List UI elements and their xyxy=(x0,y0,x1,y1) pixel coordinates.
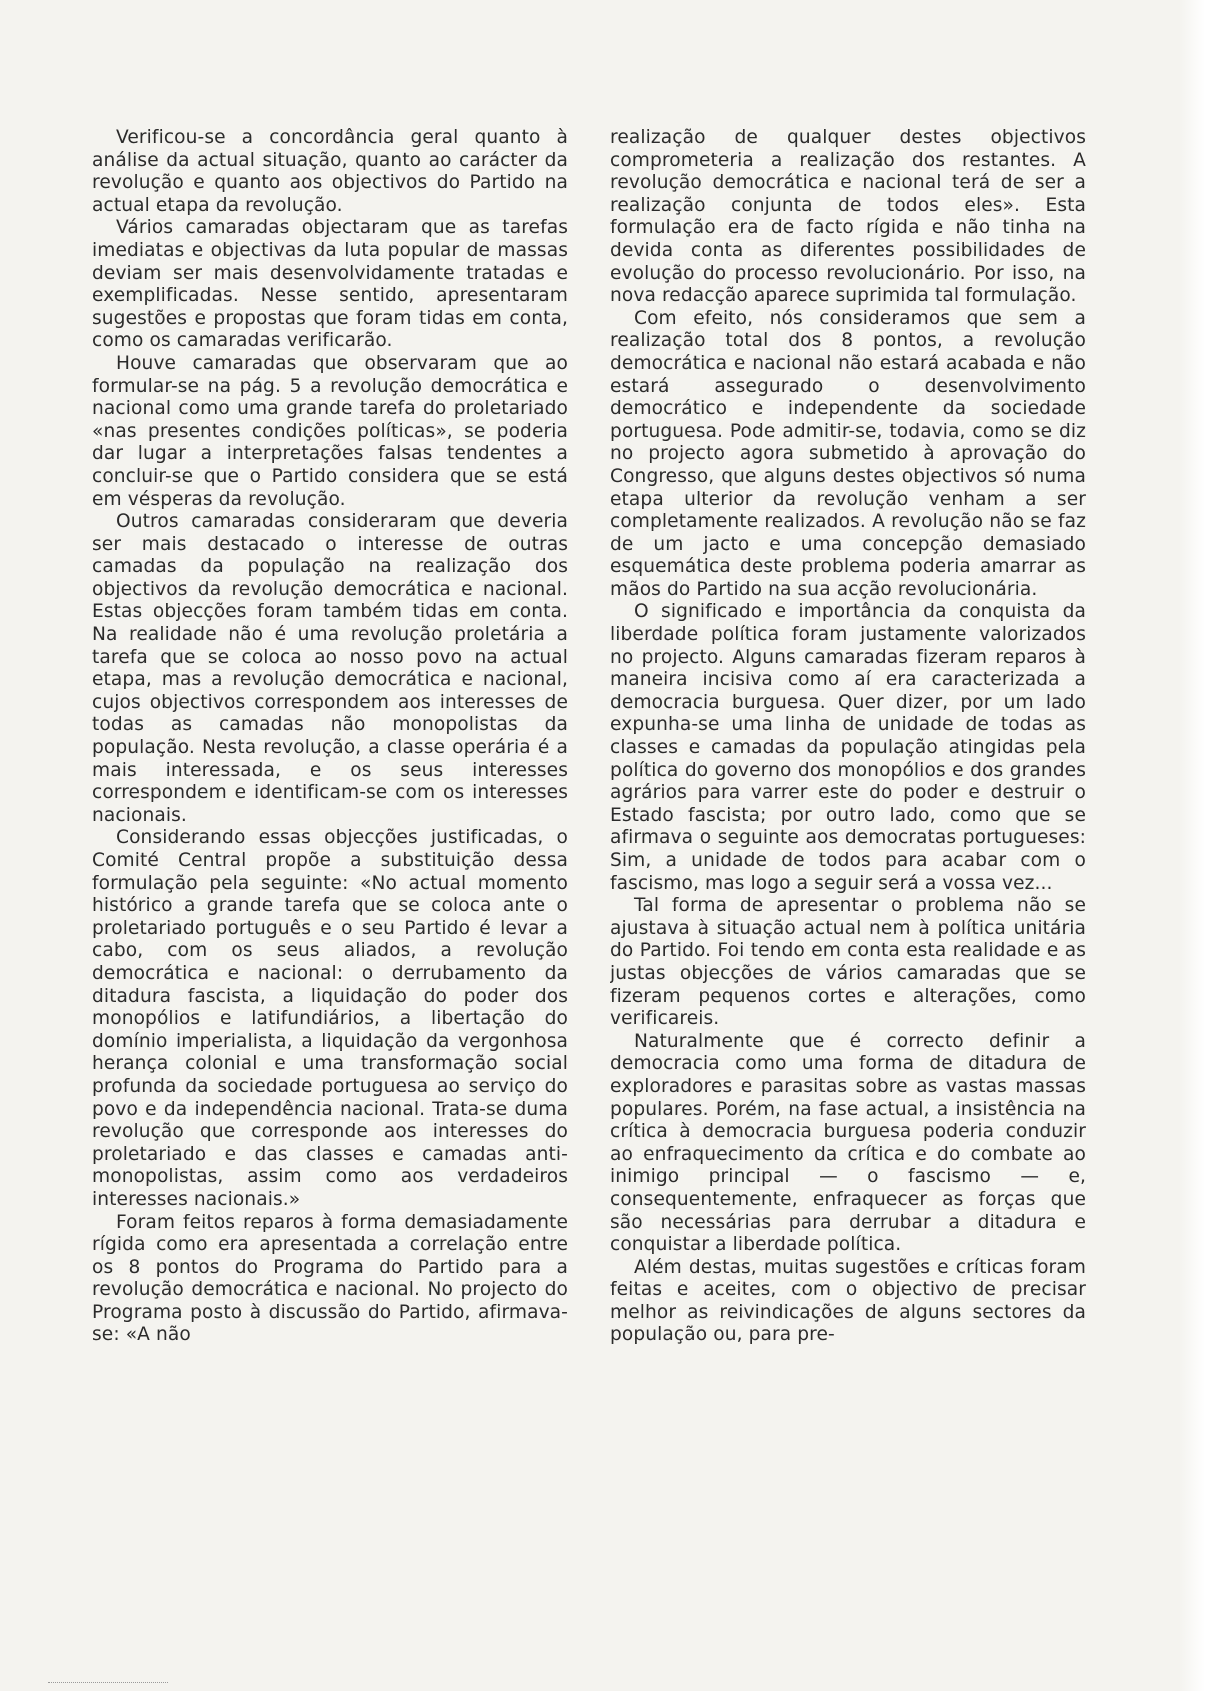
paragraph: realização de qualquer destes objectivos comprometeria a realização dos restantes. A revolução democrática e nacional terá de ser a realização conjunta de todos eles». Esta formulação era de facto rígida e não tinha na devida conta as diferentes possibilidades de evolução do processo revolucionário. Por isso, na nova redacção aparece suprimida tal formulação. xyxy=(610,127,1086,307)
paragraph: Verificou-se a concordância geral quanto à análise da actual situação, quanto ao carácter da revolução e quanto aos objectivos do Partido na actual etapa da revolução. xyxy=(92,127,568,216)
paragraph: Foram feitos reparos à forma demasiadamente rígida como era apresentada a correlação entre os 8 pontos do Programa do Partido para a revolução democrática e nacional. No projecto do Programa posto à discussão do Partido, afirmava-se: «A não xyxy=(92,1211,568,1346)
paragraph: Vários camaradas objectaram que as tarefas imediatas e objectivas da luta popular de massas deviam ser mais desenvolvidamente tratadas e exemplificadas. Nesse sentido, apresentaram sugestões e propostas que foram tidas em conta, como os camaradas verificarão. xyxy=(92,217,568,352)
right-text-column xyxy=(610,127,1086,1597)
paragraph: Outros camaradas consideraram que deveria ser mais destacado o interesse de outras camadas da população na realização dos objectivos da revolução democrática e nacional. Estas objecções foram também tidas em conta. Na realidade não é uma revolução proletária a tarefa que se coloca ao nosso povo na actual etapa, mas a revolução democrática e nacional, cujos objectivos correspondem aos interesses de todas as camadas não monopolistas da população. Nesta revolução, a classe operária é a mais interessada, e os seus interesses correspondem e identificam-se com os interesses nacionais. xyxy=(92,511,568,826)
paragraph: Além destas, muitas sugestões e críticas foram feitas e aceites, com o objectivo de precisar melhor as reivindicações de alguns sectores da população ou, para pre- xyxy=(610,1256,1086,1346)
paragraph: Houve camaradas que observaram que ao formular-se na pág. 5 a revolução democrática e nacional como uma grande tarefa do proletariado «nas presentes condições políticas», se poderia dar lugar a interpretações falsas tendentes a concluir-se que o Partido considera que se está em vésperas da revolução. xyxy=(92,352,568,510)
paragraph: O significado e importância da conquista da liberdade política foram justamente valorizados no projecto. Alguns camaradas fizeram reparos à maneira incisiva como aí era caracterizada a democracia burguesa. Quer dizer, por um lado expunha-se uma linha de unidade de todas as classes e camadas da população atingidas pela política do governo dos monopólios e dos grandes agrários para varrer este do poder e destruir o Estado fascista; por outro lado, como que se afirmava o seguinte aos democratas portugueses: Sim, a unidade de todos para acabar com o fascismo, mas logo a seguir será a vossa vez... xyxy=(610,601,1086,894)
paragraph: Com efeito, nós consideramos que sem a realização total dos 8 pontos, a revolução democrática e nacional não estará acabada e não estará assegurado o desenvolvimento democrático e independente da sociedade portuguesa. Pode admitir-se, todavia, como se diz no projecto agora submetido à aprovação do Congresso, que alguns destes objectivos só numa etapa ulterior da revolução venham a ser completamente realizados. A revolução não se faz de um jacto e uma concepção demasiado esquemática deste problema poderia amarrar as mãos do Partido na sua acção revolucionária. xyxy=(610,307,1086,600)
paragraph: Naturalmente que é correcto definir a democracia como uma forma de ditadura de exploradores e parasitas sobre as vastas massas populares. Porém, na fase actual, a insistência na crítica à democracia burguesa poderia conduzir ao enfraquecimento da crítica e do combate ao inimigo principal — o fascismo — e, consequentemente, enfraquecer as forças que são necessárias para derrubar a ditadura e conquistar a liberdade política. xyxy=(610,1030,1086,1256)
paper-edge xyxy=(1179,0,1205,1691)
paragraph: Considerando essas objecções justificadas, o Comité Central propõe a substituição dessa formulação pela seguinte: «No actual momento histórico a grande tarefa que se coloca ante o proletariado português e o seu Partido é levar a cabo, com os seus aliados, a revolução democrática e nacional: o derrubamento da ditadura fascista, a liquidação do poder dos monopólios e latifundiários, a libertação do domínio imperialista, a liquidação da vergonhosa herança colonial e uma transformação social profunda da sociedade portuguesa ao serviço do povo e da independência nacional. Trata-se duma revolução que corresponde aos interesses do proletariado e das classes e camadas anti-monopolistas, assim como aos verdadeiros interesses nacionais.» xyxy=(92,827,568,1210)
paragraph: Tal forma de apresentar o problema não se ajustava à situação actual nem à política unitária do Partido. Foi tendo em conta esta realidade e as justas objecções de vários camaradas que se fizeram pequenos cortes e alterações, como verificareis. xyxy=(610,895,1086,1030)
left-text-column xyxy=(92,127,568,1597)
scan-mark xyxy=(48,1676,168,1683)
